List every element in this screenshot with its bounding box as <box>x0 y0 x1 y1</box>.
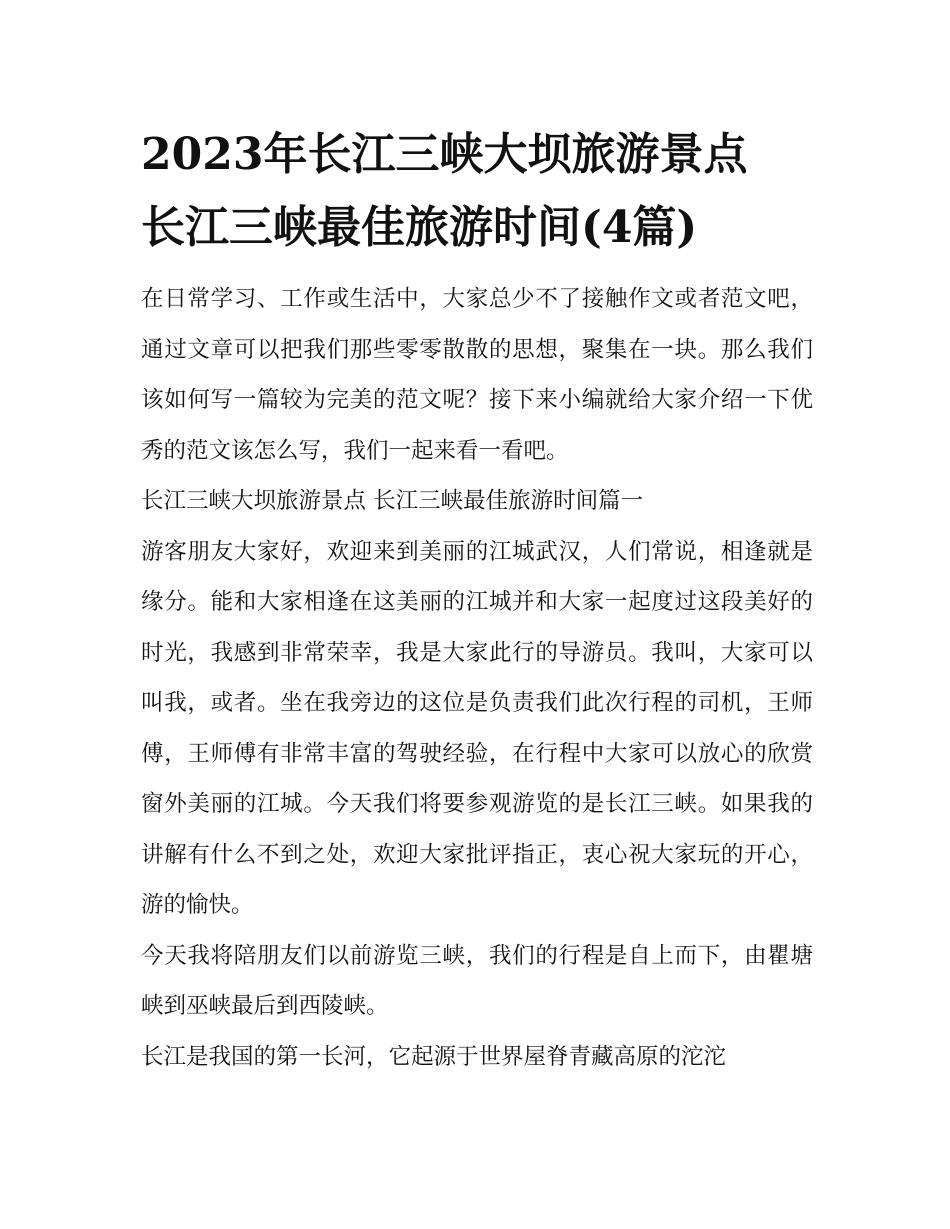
document-body <box>141 274 813 1082</box>
document-title <box>141 118 813 264</box>
title-line-2: 长江三峡最佳旅游时间(4篇) <box>141 202 698 253</box>
body-paragraph: 游客朋友大家好，欢迎来到美丽的江城武汉，人们常说，相逢就是缘分。能和大家相逢在这美丽的江城并和大家一起度过这段美好的时光，我感到非常荣幸，我是大家此行的导游员。我叫，大家可以叫我，或者。坐在我旁边的这位是负责我们此次行程的司机，王师傅，王师傅有非常丰富的驾驶经验，在行程中大家可以放心的欣赏窗外美丽的江城。今天我们将要参观游览的是长江三峡。如果我的讲解有什么不到之处，欢迎大家批评指正，衷心祝大家玩的开心，游的愉快。 <box>141 538 813 918</box>
section-heading: 长江三峡大坝旅游景点 长江三峡最佳旅游时间篇一 <box>141 488 644 514</box>
intro-paragraph: 在日常学习、工作或生活中，大家总少不了接触作文或者范文吧，通过文章可以把我们那些零零散散的思想，聚集在一块。那么我们该如何写一篇较为完美的范文呢？接下来小编就给大家介绍一下优秀的范文该怎么写，我们一起来看一看吧。 <box>141 286 813 464</box>
document-page <box>141 118 813 1082</box>
body-paragraph: 长江是我国的第一长河，它起源于世界屋脊青藏高原的沱沱 <box>141 1043 727 1070</box>
body-paragraph: 今天我将陪朋友们以前游览三峡，我们的行程是自上而下，由瞿塘峡到巫峡最后到西陵峡。 <box>141 942 813 1019</box>
title-line-1: 2023年长江三峡大坝旅游景点 <box>141 129 748 180</box>
